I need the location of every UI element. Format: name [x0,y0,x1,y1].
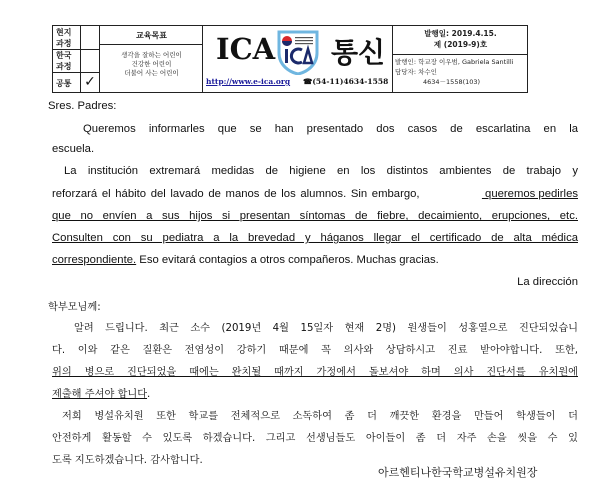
course-common-label [53,78,80,92]
school-phone: ☎(54-11)4634-1558 [303,77,389,86]
text-run: reforzará el hábito del lavado de manos de los alumnos. Sin embargo, [52,188,420,200]
education-goals-title: 교육목표 [136,31,167,40]
korean-paragraph-1-end [52,385,150,400]
masthead-title-tongsin: 통신 [331,36,386,69]
spanish-greeting: Sres. Padres: [48,100,117,112]
education-goals-list [100,51,203,78]
text-run: Eso evitará contagios a otros compañeros. Muchas gracias. [136,254,439,266]
underlined-text: queremos pedirles [481,188,578,200]
masthead [203,26,392,92]
spanish-paragraph-2-line [52,188,578,200]
contact-person: 담당자: 차수인 [395,68,437,76]
spanish-paragraph-1: Queremos informarles que se han presentado dos casos de escarlatina en la [83,123,578,135]
underlined-text: que no envíen a sus hijos si presentan síntomas de fiebre, decaimiento, erupciones, etc. [52,210,578,222]
contact-phone: 4634－1558(103) [423,78,481,86]
divider [100,44,203,45]
underlined-text: 제출해 주셔야 합니다 [52,389,148,400]
label-line: 과정 [56,39,72,48]
goal-item: 더불어 사는 어린이 [124,69,179,77]
publication-date-block [393,28,528,50]
newsletter-header [52,25,528,93]
issue-number: 제 (2019-9)호 [433,40,488,49]
korean-greeting: 학부모님께: [48,302,101,313]
underlined-text: Consulten con su pediatra a la brevedad y háganos llegar el certificado de alta médica [52,232,578,244]
spanish-paragraph-1-end: escuela. [52,143,95,155]
label-line: 공통 [56,79,72,88]
korean-paragraph-1-line: 다. 이와 같은 질환은 전염성이 강하기 때문에 꼭 의사와 상담하시고 진료 받아야합니다. 또한, [52,345,578,356]
course-korean-label [53,50,80,72]
goal-item: 생각을 잘하는 어린이 [121,51,182,59]
publisher-block [393,57,528,87]
website-link[interactable]: http://www.e-ica.org [206,77,291,86]
label-line: 현지 [56,28,72,37]
divider [393,54,528,55]
underlined-text: 위의 병으로 진단되었을 때에는 완치될 때까지 가정에서 돌보셔야 하며 의사 진단서를 유치원에 [52,367,578,378]
korean-paragraph-2-line: 안전하게 활동할 수 있도록 하겠습니다. 그리고 선생님들도 아이들이 좀 더 자주 손을 씻을 수 있 [52,433,578,444]
spanish-paragraph-2-end [52,254,439,266]
spanish-signature: La dirección [517,276,578,288]
course-local-label [53,27,80,49]
common-check-icon: ✓ [84,74,96,90]
masthead-title-ica: ICA [216,32,276,66]
korean-signature: 아르헨티나한국학교병설유치원장 [378,466,538,479]
text-run: . [147,389,151,400]
goal-item: 건강한 어린이 [131,60,172,68]
korean-paragraph-2: 저희 병설유치원 또한 학교를 전체적으로 소독하여 좀 더 깨끗한 환경을 만들어 학생들이 더 [62,411,578,422]
school-logo-icon [276,29,320,75]
spanish-paragraph-2: La institución extremará medidas de higiene en los distintos ambientes de trabajo y [64,165,578,177]
label-line: 과정 [56,62,72,71]
korean-paragraph-1: 알려 드립니다. 최근 소수 (2019년 4월 15일자 현재 2명) 원생들이 성홍열으로 진단되었습니 [74,323,578,334]
korean-paragraph-2-end: 도록 지도하겠습니다. 감사합니다. [52,455,203,466]
publication-date: 발행일: 2019.4.15. [424,29,497,38]
publisher: 발행인: 학교장 이우범, Gabriela Santilli [395,58,514,66]
underlined-text: correspondiente. [52,254,137,266]
label-line: 한국 [56,51,72,60]
